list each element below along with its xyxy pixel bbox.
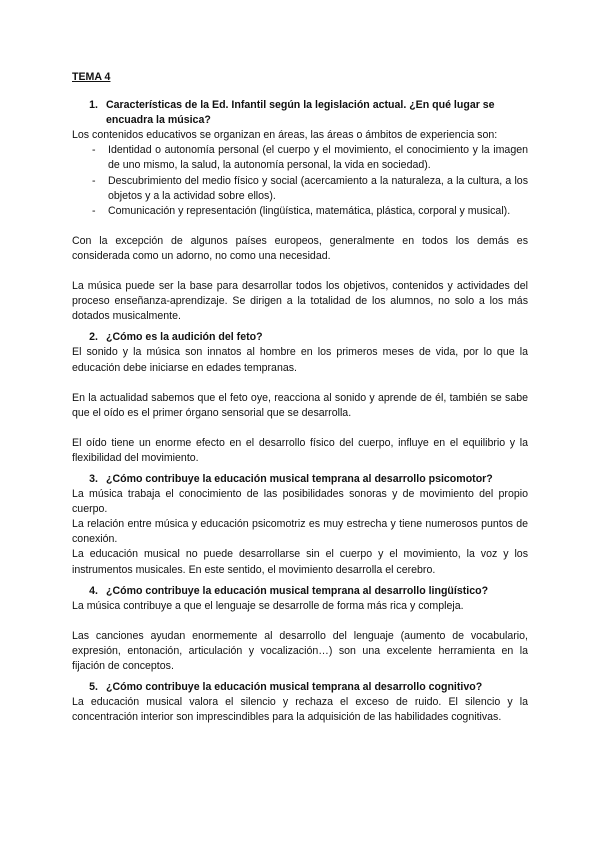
section-number: 4.	[89, 584, 98, 597]
section-1-heading	[72, 98, 528, 128]
list-item	[72, 174, 528, 204]
section-2-heading	[72, 330, 528, 345]
section-question: ¿Cómo contribuye la educación musical temprana al desarrollo psicomotor?	[106, 472, 493, 485]
paragraph: La música contribuye a que el lenguaje se desarrolle de forma más rica y compleja.	[72, 599, 464, 612]
section-5-heading	[72, 680, 528, 695]
list-item-text: Identidad o autonomía personal (el cuerpo y el movimiento, el conocimiento y la imagen de uno mismo, la salud, la autonomía personal, la vida en sociedad).	[108, 144, 528, 172]
document-title: TEMA 4	[72, 71, 111, 83]
paragraph: El sonido y la música son innatos al hombre en los primeros meses de vida, por lo que la educación debe iniciarse en edades tempranas.	[72, 346, 528, 374]
section-number: 5.	[89, 681, 98, 694]
section-3-heading	[72, 472, 528, 487]
list-item-text: Descubrimiento del medio físico y social (acercamiento a la naturaleza, a la cultura, a los objetos y a la actividad sobre ellos).	[108, 174, 528, 202]
list-item-text: Comunicación y representación (lingüística, matemática, plástica, corporal y musical).	[108, 204, 511, 217]
paragraph: Con la excepción de algunos países europeos, generalmente en todos los demás es considerada como un adorno, no como una necesidad.	[72, 234, 528, 262]
bullet-dash: -	[92, 144, 96, 157]
paragraph: Las canciones ayudan enormemente al desarrollo del lenguaje (aumento de vocabulario, expresión, entonación, articulación y vocalización…) son una excelente herramienta en la fijación de conceptos.	[72, 629, 528, 672]
paragraph: La música puede ser la base para desarrollar todos los objetivos, contenidos y actividades del proceso enseñanza-aprendizaje. Se dirigen a la totalidad de los alumnos, no solo a los más dotados musicalmente.	[72, 280, 528, 323]
list-item	[72, 143, 528, 173]
bullet-dash: -	[92, 204, 96, 217]
list-item	[72, 204, 528, 219]
section-number: 1.	[89, 99, 98, 112]
section-question: Características de la Ed. Infantil según la legislación actual. ¿En qué lugar se encuadra la música?	[106, 99, 495, 127]
bullet-dash: -	[92, 174, 96, 187]
paragraph: En la actualidad sabemos que el feto oye, reacciona al sonido y aprende de él, también se sabe que el oído es el primer órgano sensorial que se desarrolla.	[72, 391, 528, 419]
paragraph: La educación musical valora el silencio y rechaza el exceso de ruido. El silencio y la concentración interior son imprescindibles para la adquisición de las habilidades cognitivas.	[72, 696, 528, 724]
paragraph: La música trabaja el conocimiento de las posibilidades sonoras y de movimiento del propio cuerpo.	[72, 488, 528, 516]
document-page	[72, 70, 528, 725]
bullet-list	[72, 143, 528, 218]
section-question: ¿Cómo contribuye la educación musical temprana al desarrollo lingüístico?	[106, 584, 489, 597]
section-question: ¿Cómo es la audición del feto?	[106, 331, 263, 344]
paragraph: La relación entre música y educación psicomotriz es muy estrecha y tiene numerosos puntos de conexión.	[72, 518, 528, 546]
section-number: 3.	[89, 472, 98, 485]
section-question: ¿Cómo contribuye la educación musical temprana al desarrollo cognitivo?	[106, 681, 483, 694]
paragraph: Los contenidos educativos se organizan en áreas, las áreas o ámbitos de experiencia son:	[72, 129, 498, 142]
section-number: 2.	[89, 331, 98, 344]
section-4-heading	[72, 584, 528, 599]
paragraph: La educación musical no puede desarrollarse sin el cuerpo y el movimiento, la voz y los instrumentos musicales. En este sentido, el movimiento desarrolla el cerebro.	[72, 548, 528, 576]
paragraph: El oído tiene un enorme efecto en el desarrollo físico del cuerpo, influye en el equilibrio y la flexibilidad del movimiento.	[72, 436, 528, 464]
